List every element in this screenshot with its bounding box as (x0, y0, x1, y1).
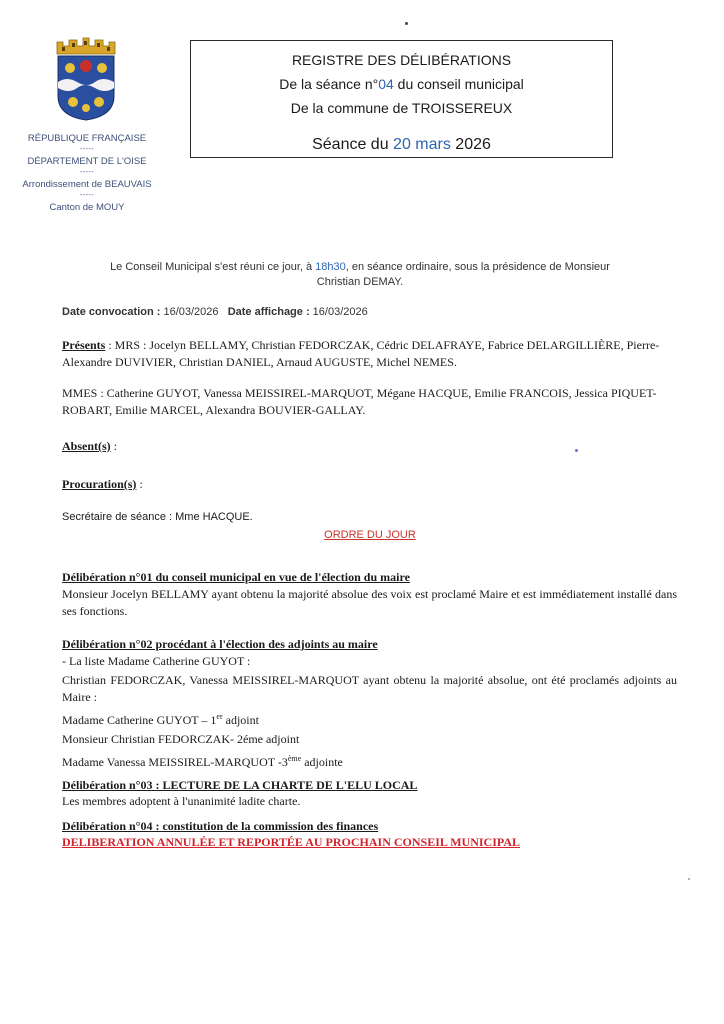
deliberation-01 (62, 569, 677, 620)
coat-of-arms-icon (53, 36, 119, 122)
procurations-line (62, 476, 677, 493)
seance-number-suffix: du conseil municipal (393, 76, 524, 92)
org-separator: ----- (79, 169, 95, 176)
deliberation-02-text: Christian FEDORCZAK, Vanessa MEISSIREL-MARQUOT ayant obtenu la majorité absolue, ont été proclamés adjoints au Maire : (62, 673, 677, 704)
dates-line (62, 306, 368, 318)
org-republique: RÉPUBLIQUE FRANÇAISE (27, 133, 147, 144)
adjoint-3-role: adjointe (301, 755, 343, 769)
organization-block (12, 132, 162, 214)
register-title: REGISTRE DES DÉLIBÉRATIONS (291, 52, 512, 68)
title-box (190, 40, 613, 158)
adjoint-3-sup: ème (287, 754, 302, 763)
org-separator: ----- (79, 192, 95, 199)
deliberation-02 (62, 636, 677, 771)
org-canton: Canton de MOUY (49, 202, 125, 213)
deliberation-03 (62, 777, 677, 809)
absents-line (62, 438, 677, 455)
adjoint-2: Monsieur Christian FEDORCZAK- 2éme adjoint (62, 732, 300, 746)
seance-number: 04 (378, 76, 394, 92)
org-arrondissement: Arrondissement de BEAUVAIS (22, 179, 152, 190)
presents-mrs-text: : MRS : Jocelyn BELLAMY, Christian FEDORCZAK, Cédric DELAFRAYE, Fabrice DELARGILLIÈRE, Pierre-Alexandre DUVIVIER, Christian DANIEL, Arnaud AUGUSTE, Michel NEMES. (62, 338, 660, 369)
ordre-du-jour-heading: ORDRE DU JOUR (324, 529, 416, 541)
adjoint-1-role: adjoint (222, 713, 259, 727)
scan-speck (688, 878, 690, 880)
adjoint-1-sup: er (216, 712, 223, 721)
deliberation-03-title: Délibération n°03 : LECTURE DE LA CHARTE DE L'ELU LOCAL (62, 778, 418, 792)
affichage-label: Date affichage : (227, 306, 310, 318)
convocation-label: Date convocation : (62, 306, 161, 318)
adjoint-1-name: Madame Catherine GUYOT – 1 (62, 713, 217, 727)
affichage-date: 16/03/2026 (309, 306, 368, 318)
secretaire-line (62, 509, 677, 526)
seance-number-prefix: De la séance n° (279, 76, 379, 92)
deliberation-03-text: Les membres adoptent à l'unanimité ladite charte. (62, 794, 301, 808)
deliberation-04-cancelled: DELIBERATION ANNULÉE ET REPORTÉE AU PROCHAIN CONSEIL MUNICIPAL (62, 835, 520, 849)
adjoint-3-name: Madame Vanessa MEISSIREL-MARQUOT -3 (62, 755, 288, 769)
presents-label: Présents (62, 338, 106, 352)
seance-date-prefix: Séance du (312, 136, 394, 153)
deliberation-02-list: - La liste Madame Catherine GUYOT : (62, 654, 251, 668)
convocation-date: 16/03/2026 (160, 306, 219, 318)
absents-label: Absent(s) (62, 439, 111, 453)
seance-year: 2026 (450, 136, 491, 153)
commune-line: De la commune de TROISSEREUX (290, 100, 513, 116)
intro-paragraph (60, 260, 660, 290)
adjoint-1 (62, 708, 677, 729)
org-separator: ----- (79, 146, 95, 153)
procurations-value: : (136, 477, 143, 491)
meeting-time: 18h30 (315, 261, 346, 273)
deliberation-01-title: Délibération n°01 du conseil municipal en vue de l'élection du maire (62, 570, 410, 584)
intro-text-end: , en séance ordinaire, sous la présidence de Monsieur (345, 261, 610, 273)
scan-speck (575, 449, 578, 452)
absents-value: : (110, 439, 118, 453)
intro-text-start: Le Conseil Municipal s'est réuni ce jour, à (110, 261, 316, 273)
deliberation-02-title: Délibération n°02 procédant à l'élection des adjoints au maire (62, 637, 378, 651)
deliberation-04-title: Délibération n°04 : constitution de la commission des finances (62, 819, 379, 833)
secretaire-value: : Mme HACQUE. (165, 511, 253, 523)
seance-date-line (191, 136, 612, 154)
presents-mmes: MMES : Catherine GUYOT, Vanessa MEISSIREL-MARQUOT, Mégane HACQUE, Emilie FRANCOIS, Jessica PIQUET-ROBART, Emilie MARCEL, Alexandra BOUVIER-GALLAY. (62, 386, 657, 417)
deliberation-01-text: Monsieur Jocelyn BELLAMY ayant obtenu la majorité absolue des voix est proclamé Maire et est immédiatement installé dans ses fonctions. (62, 587, 677, 618)
president-name: Christian DEMAY. (316, 276, 404, 288)
org-departement: DÉPARTEMENT DE L'OISE (27, 156, 147, 167)
procurations-label: Procuration(s) (62, 477, 137, 491)
seance-date: 20 mars (393, 136, 451, 153)
scan-speck (405, 22, 408, 25)
deliberation-04 (62, 818, 677, 850)
presents-mrs (62, 337, 677, 371)
secretaire-label: Secrétaire de séance (62, 511, 166, 523)
adjoint-3 (62, 750, 677, 771)
seance-number-line (191, 76, 612, 92)
